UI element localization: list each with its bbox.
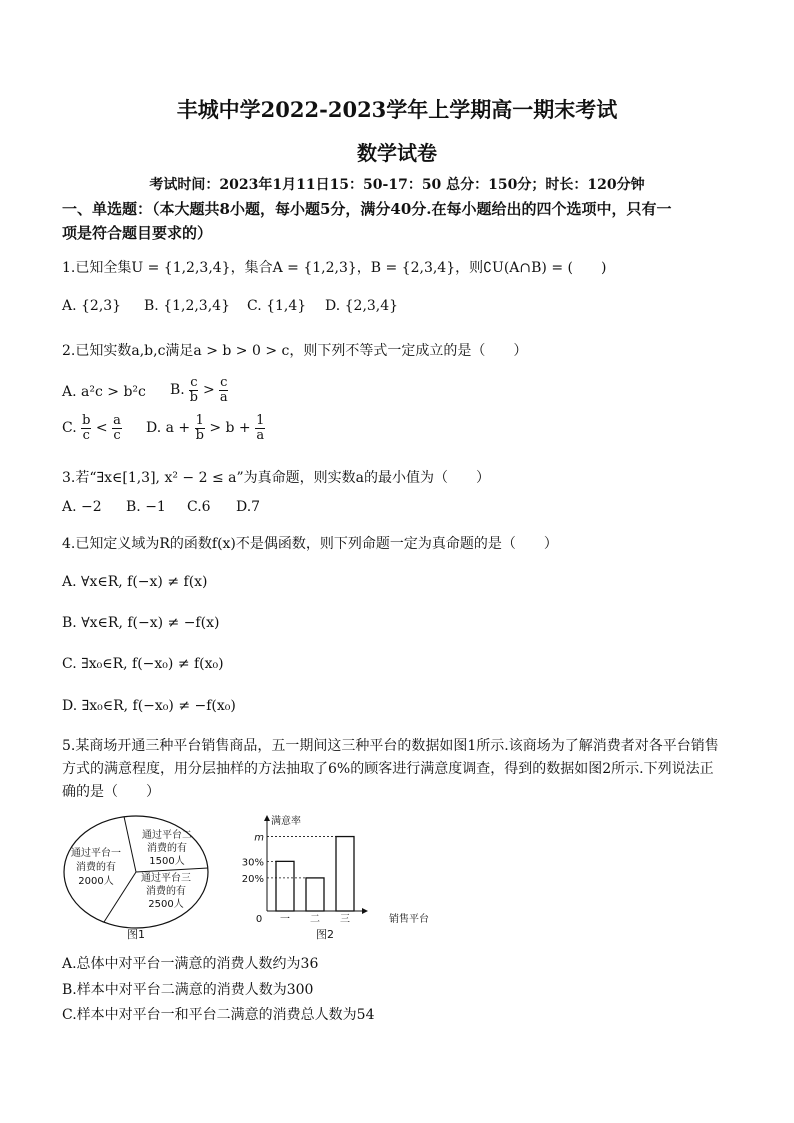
q1-option-c: C. {1,4} [247,298,307,314]
slice3-line3: 2500人 [148,899,184,910]
q4-option-d: D. ∃x₀∈R, f(−x₀) ≠ −f(x₀) [62,698,236,714]
q5-option-c: C.样本中对平台一和平台二满意的消费总人数为54 [62,1007,375,1023]
q3-stem: 3.若“∃x∈[1,3], x² − 2 ≤ a”为真命题，则实数a的最小值为（ ） [62,470,490,486]
q5-stem-line1: 5.某商场开通三种平台销售商品，五一期间这三种平台的数据如图1所示.该商场为了解消费者对各平台销售 [62,738,719,754]
exam-subtitle: 数学试卷 [357,141,437,165]
figure2-bar-chart [235,808,450,943]
x-axis-label: 销售平台 [389,914,429,925]
y-axis-label: 满意率 [271,816,301,827]
pie-divider-right [136,868,208,872]
origin-label: 0 [255,914,263,925]
slice3-line1: 通过平台三 [141,873,191,884]
exam-title: 丰城中学2022-2023学年上学期高一期末考试 [176,97,618,122]
exam-info: 考试时间：2023年1月11日15：50-17：50 总分：150分；时长：120分钟 [149,177,645,193]
q4-option-b: B. ∀x∈R, f(−x) ≠ −f(x) [62,615,220,631]
y-tick-label: m [254,832,264,844]
slice1-line1: 通过平台一 [71,848,121,859]
q3-option-b: B. −1 [126,499,166,515]
q3-option-a: A. −2 [62,499,102,515]
slice1-line3: 2000人 [78,876,114,887]
figure2-caption: 图2 [316,928,334,941]
section-heading-line2: 项是符合题目要求的） [62,224,213,242]
q5-option-a: A.总体中对平台一满意的消费人数约为36 [62,956,319,972]
q3-option-c: C.6 [187,499,211,515]
q5-stem-line3: 确的是（ ） [62,784,160,800]
slice2-line3: 1500人 [149,856,185,867]
x-tick-label: 一 [280,914,290,925]
slice2-line2: 消费的有 [147,843,187,854]
q4-option-a: A. ∀x∈R, f(−x) ≠ f(x) [62,574,208,590]
x-tick-label: 三 [340,914,350,925]
slice3-line2: 消费的有 [146,886,186,897]
q2-stem: 2.已知实数a,b,c满足a > b > 0 > c，则下列不等式一定成立的是（ ） [62,343,528,359]
q5-option-b: B.样本中对平台二满意的消费人数为300 [62,982,314,998]
x-tick-label: 二 [310,914,320,925]
q4-stem: 4.已知定义域为R的函数f(x)不是偶函数，则下列命题一定为真命题的是（ ） [62,536,558,552]
pie-divider-top [124,817,136,873]
q1-option-b: B. {1,2,3,4} [144,298,230,314]
q2-option-c: C. $\frac{b}{c}$ < $\frac{a}{c}$ [62,413,121,443]
slice1-line2: 消费的有 [76,862,116,873]
section-heading-line1: 一、单选题：（本大题共8小题，每小题5分，满分40分.在每小题给出的四个选项中，只有一 [62,200,672,218]
q2-option-d: D. a + $\frac{1}{b}$ > b + $\frac{1}{a}$ [146,413,265,443]
y-tick-label: 30% [241,857,264,869]
q1-stem: 1.已知全集U = {1,2,3,4}，集合A = {1,2,3}，B = {2,3,4}，则∁U(A∩B) = ( ) [62,260,607,276]
bar-1 [276,861,294,911]
q2-option-b: B. $\frac{c}{b}$ > $\frac{c}{a}$ [170,375,228,405]
figure1-caption: 图1 [127,928,145,941]
bar-3 [336,837,354,911]
q3-option-d: D.7 [236,499,261,515]
bar-2 [306,878,324,911]
figure1-pie [60,808,220,943]
slice2-line1: 通过平台二 [142,830,192,841]
q1-option-a: A. {2,3} [62,298,122,314]
y-tick-label: 20% [241,873,264,885]
q4-option-c: C. ∃x₀∈R, f(−x₀) ≠ f(x₀) [62,656,224,672]
q2-option-a: A. a²c > b²c [62,384,146,400]
q5-stem-line2: 方式的满意程度，用分层抽样的方法抽取了6%的顾客进行满意度调查，得到的数据如图2所示.下列说法正 [62,761,714,777]
q1-option-d: D. {2,3,4} [325,298,399,314]
